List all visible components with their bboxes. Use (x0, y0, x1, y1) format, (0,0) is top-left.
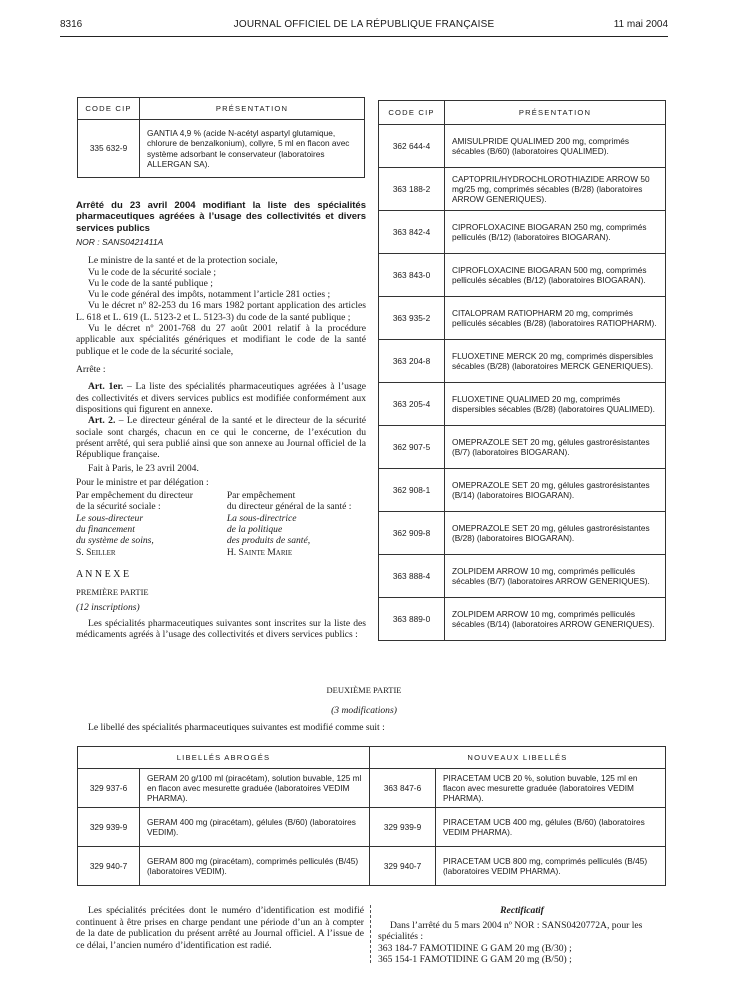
transition-note: Les spécialités précitées dont le numéro d’identification est modifié continuent à être prises en charge pendant une période d’un an à compter de la date de publication du présent arrêté au Journal officiel. A l’issue de ce délai, l’ancien numéro d’identification est radié. (76, 905, 364, 951)
table-row (379, 297, 666, 340)
signing-place-date: Fait à Paris, le 23 avril 2004. (88, 462, 199, 474)
signatory-name: H. Sainte Marie (226, 546, 293, 558)
cip-code: 363 842-4 (379, 211, 445, 254)
column-header-presentation: PRÉSENTATION (445, 101, 666, 125)
delegation-line: Pour le ministre et par délégation : (76, 476, 209, 488)
visa-line: Vu le décret nº 82-253 du 16 mars 1982 portant application des articles L. 618 et L. 619 (L. 5123-2 et L. 5123-3) du code de la santé publique ; (76, 300, 366, 323)
signatures (76, 490, 366, 558)
journal-title: JOURNAL OFFICIEL DE LA RÉPUBLIQUE FRANÇAISE (233, 19, 495, 30)
part-1-heading: PREMIÈRE PARTIE (76, 586, 149, 597)
column-header-new: NOUVEAUX LIBELLÉS (370, 747, 666, 769)
cip-code: 362 908-1 (379, 469, 445, 512)
top-left-table (77, 97, 365, 178)
sig-line: du financement (76, 524, 135, 536)
table-row (379, 340, 666, 383)
bottom-table (77, 746, 666, 886)
presentation-text: ZOLPIDEM ARROW 10 mg, comprimés pelliculés sécables (B/7) (laboratoires ARROW GENERIQUES). (445, 555, 666, 598)
cip-code: 363 888-4 (379, 555, 445, 598)
column-header-code: CODE CIP (78, 98, 140, 120)
article-2 (76, 415, 366, 460)
sig-line: Par empêchement (226, 490, 296, 502)
issue-date: 11 mai 2004 (613, 19, 668, 30)
sig-line: du directeur général de la santé : (226, 501, 352, 513)
presentation-text: GANTIA 4,9 % (acide N-acétyl aspartyl glutamique, chlorure de benzalkonium), collyre, 5 ml en flacon avec système adsorbant le conservateur (laboratoires ALLERGAN SA). (140, 120, 365, 178)
part-1-intro: Les spécialités pharmaceutiques suivantes sont inscrites sur la liste des médicaments agréés à l’usage des collectivités et divers services publics : (76, 618, 366, 641)
page-header (60, 19, 668, 33)
article-1 (76, 381, 366, 415)
column-header-code: CODE CIP (379, 101, 445, 125)
presentation-text: CIPROFLOXACINE BIOGARAN 500 mg, comprimés pelliculés sécables (B/12) (laboratoires BIOGARAN). (445, 254, 666, 297)
table-row (379, 168, 666, 211)
cip-code: 363 935-2 (379, 297, 445, 340)
new-code: 329 940-7 (370, 847, 436, 886)
visa-line: Vu le décret nº 2001-768 du 27 août 2001 relatif à la procédure applicable aux spécialités génériques et modifiant le code de la santé publique et le code de la sécurité sociale, (76, 323, 366, 357)
sig-line: La sous-directrice (226, 512, 297, 524)
sig-line: de la politique (226, 524, 283, 536)
new-label: PIRACETAM UCB 800 mg, comprimés pelliculés (B/45) (laboratoires VEDIM PHARMA). (436, 847, 666, 886)
column-divider (370, 905, 371, 963)
visa-line: Vu le code de la santé publique ; (88, 277, 213, 289)
page-number: 8316 (60, 19, 83, 30)
rectificatif-item: 363 184-7 FAMOTIDINE G GAM 20 mg (B/30) ; (378, 942, 572, 954)
table-row (379, 125, 666, 168)
old-code: 329 940-7 (78, 847, 140, 886)
presentation-text: CAPTOPRIL/HYDROCHLOROTHIAZIDE ARROW 50 mg/25 mg, comprimés sécables (B/28) (laboratoires ARROW GENERIQUES). (445, 168, 666, 211)
old-label: GERAM 20 g/100 ml (piracétam), solution buvable, 125 ml en flacon avec mesurette graduée (laboratoires VEDIM PHARMA). (140, 769, 370, 808)
signatory-name: S. Seiller (76, 546, 116, 558)
signature-left (76, 490, 215, 558)
right-table (378, 100, 666, 641)
sig-line: Par empêchement du directeur (76, 490, 193, 502)
table-row (379, 469, 666, 512)
article-1-label: Art. 1er. (88, 381, 124, 393)
presentation-text: CITALOPRAM RATIOPHARM 20 mg, comprimés pelliculés sécables (B/28) (laboratoires RATIOPHARM). (445, 297, 666, 340)
part-2-intro: Le libellé des spécialités pharmaceutiques suivantes est modifié comme suit : (88, 722, 385, 733)
cip-code: 362 907-5 (379, 426, 445, 469)
presentation-text: OMEPRAZOLE SET 20 mg, gélules gastrorésistantes (B/14) (laboratoires BIOGARAN). (445, 469, 666, 512)
table-row (379, 598, 666, 641)
new-label: PIRACETAM UCB 400 mg, gélules (B/60) (laboratoires VEDIM PHARMA). (436, 808, 666, 847)
table-row (379, 211, 666, 254)
rectificatif-text: Dans l’arrêté du 5 mars 2004 nº NOR : SANS0420772A, pour les spécialités : (378, 919, 643, 942)
article-1-text: – La liste des spécialités pharmaceutiques agréées à l’usage des collectivités et divers services publics est modifiée conformément aux dispositions qui figurent en annexe. (76, 381, 366, 415)
sig-line: de la sécurité sociale : (76, 501, 161, 513)
signature-right (227, 490, 366, 558)
header-rule (60, 36, 668, 37)
rectificatif-title: Rectificatif (500, 905, 544, 916)
nor-reference: NOR : SANS0421411A (76, 237, 164, 248)
rectificatif-item: 365 154-1 FAMOTIDINE G GAM 20 mg (B/50) ; (378, 954, 572, 965)
sig-line: du système de soins, (76, 535, 154, 547)
cip-code: 363 188-2 (379, 168, 445, 211)
presentation-text: ZOLPIDEM ARROW 10 mg, comprimés pelliculés sécables (B/14) (laboratoires ARROW GENERIQUES). (445, 598, 666, 641)
decree-title: Arrêté du 23 avril 2004 modifiant la liste des spécialités pharmaceutiques agréées à l’usage des collectivités et divers services publics (76, 200, 366, 234)
cip-code: 363 205-4 (379, 383, 445, 426)
article-2-label: Art. 2. (88, 415, 116, 427)
visa-line: Vu le code général des impôts, notamment l’article 281 octies ; (88, 289, 331, 301)
column-header-old: LIBELLÉS ABROGÉS (78, 747, 370, 769)
visa-line: Vu le code de la sécurité sociale ; (88, 266, 217, 278)
presentation-text: OMEPRAZOLE SET 20 mg, gélules gastrorésistantes (B/7) (laboratoires BIOGARAN). (445, 426, 666, 469)
table-row (78, 769, 666, 808)
table-row (379, 383, 666, 426)
new-code: 329 939-9 (370, 808, 436, 847)
visa-line: Le ministre de la santé et de la protection sociale, (88, 255, 278, 267)
arrete-heading: Arrête : (76, 364, 106, 375)
old-code: 329 939-9 (78, 808, 140, 847)
presentation-text: CIPROFLOXACINE BIOGARAN 250 mg, comprimés pelliculés (B/12) (laboratoires BIOGARAN). (445, 211, 666, 254)
column-header-presentation: PRÉSENTATION (140, 98, 365, 120)
table-row (78, 120, 365, 178)
new-code: 363 847-6 (370, 769, 436, 808)
annex-heading: A N N E X E (76, 569, 130, 580)
new-label: PIRACETAM UCB 20 %, solution buvable, 125 ml en flacon avec mesurette graduée (laboratoires VEDIM PHARMA). (436, 769, 666, 808)
part-2-heading: DEUXIÈME PARTIE (326, 685, 402, 695)
table-row (379, 512, 666, 555)
table-row (379, 426, 666, 469)
presentation-text: FLUOXETINE QUALIMED 20 mg, comprimés dispersibles sécables (B/28) (laboratoires QUALIMED). (445, 383, 666, 426)
table-row (78, 808, 666, 847)
rectificatif (378, 905, 666, 966)
table-row (379, 254, 666, 297)
table-row (379, 555, 666, 598)
cip-code: 363 204-8 (379, 340, 445, 383)
cip-code: 335 632-9 (78, 120, 140, 178)
table-row (78, 847, 666, 886)
article-2-text: – Le directeur général de la santé et le directeur de la sécurité sociale sont chargés, chacun en ce qui le concerne, de l’exécution du présent arrêté, qui sera publié ainsi que son annexe au Journal officiel de la République française. (76, 415, 366, 461)
sig-line: Le sous-directeur (76, 512, 144, 524)
cip-code: 363 889-0 (379, 598, 445, 641)
cip-code: 362 644-4 (379, 125, 445, 168)
cip-code: 363 843-0 (379, 254, 445, 297)
sig-line: des produits de santé, (226, 535, 311, 547)
presentation-text: AMISULPRIDE QUALIMED 200 mg, comprimés sécables (B/60) (laboratoires QUALIMED). (445, 125, 666, 168)
part-1-subheading: (12 inscriptions) (76, 601, 140, 613)
old-code: 329 937-6 (78, 769, 140, 808)
old-label: GERAM 400 mg (piracétam), gélules (B/60) (laboratoires VEDIM). (140, 808, 370, 847)
presentation-text: FLUOXETINE MERCK 20 mg, comprimés dispersibles sécables (B/28) (laboratoires MERCK GENERIQUES). (445, 340, 666, 383)
decree-text (76, 200, 366, 641)
cip-code: 362 909-8 (379, 512, 445, 555)
presentation-text: OMEPRAZOLE SET 20 mg, gélules gastrorésistantes (B/28) (laboratoires BIOGARAN). (445, 512, 666, 555)
part-2-subheading: (3 modifications) (331, 705, 397, 716)
old-label: GERAM 800 mg (piracétam), comprimés pelliculés (B/45) (laboratoires VEDIM). (140, 847, 370, 886)
